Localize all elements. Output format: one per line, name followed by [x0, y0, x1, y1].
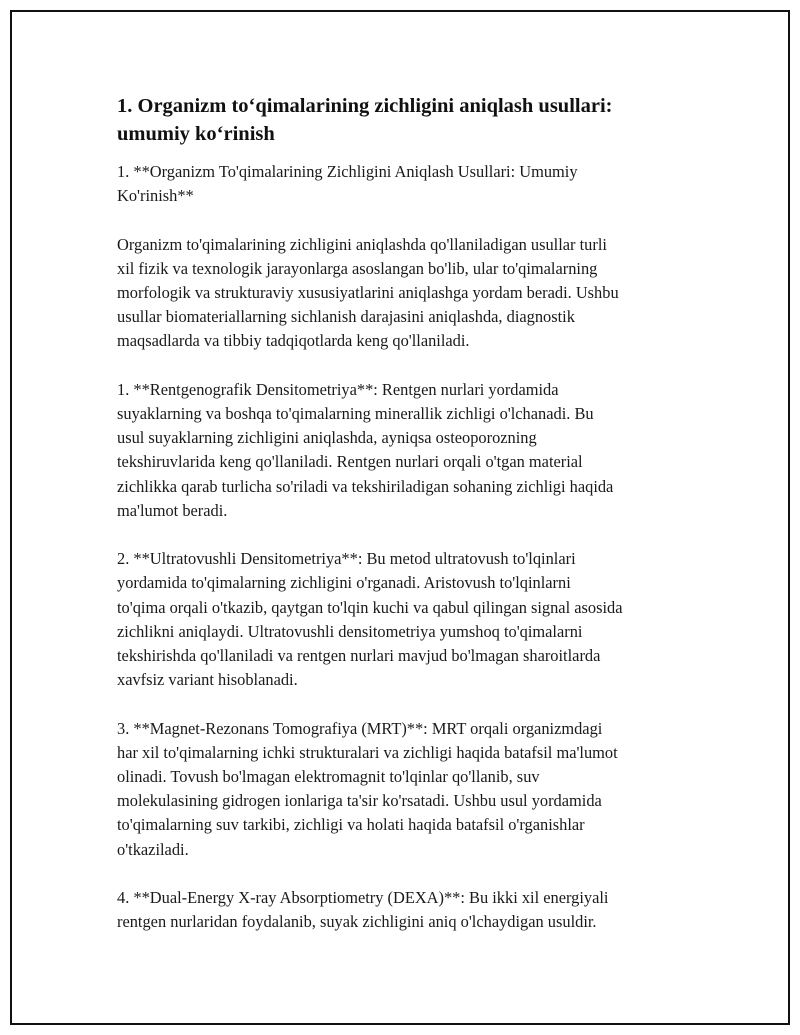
document-body: [117, 92, 677, 959]
text-line: 3. **Magnet-Rezonans Tomografiya (MRT)**: MRT orqali organizmdagi: [117, 718, 603, 738]
heading-line: 1. Organizm to‘qimalarining zichligini aniqlash usullari:: [117, 95, 613, 117]
text-line: har xil to'qimalarning ichki strukturalari va zichligi haqida batafsil ma'lumot: [117, 742, 618, 762]
text-line: to'qimalarning suv tarkibi, zichligi va holati haqida batafsil o'rganishlar: [117, 815, 585, 835]
text-line: maqsadlarda va tibbiy tadqiqotlarda keng qo'llaniladi.: [117, 331, 470, 351]
heading-line: umumiy ko‘rinish: [117, 123, 275, 145]
text-line: rentgen nurlaridan foydalanib, suyak zichligini aniq o'lchaydigan usuldir.: [117, 912, 597, 932]
text-line: to'qima orqali o'tkazib, qaytgan to'lqin kuchi va qabul qilingan signal asosida: [117, 597, 623, 617]
text-line: olinadi. Tovush bo'lmagan elektromagnit to'lqinlar qo'llanib, suv: [117, 767, 540, 787]
text-line: usul suyaklarning zichligini aniqlashda, ayniqsa osteoporozning: [117, 428, 537, 448]
text-line: ma'lumot beradi.: [117, 500, 228, 520]
paragraph-ultrasound-densitometry: [117, 547, 677, 692]
text-line: zichlikka qarab turlicha so'riladi va tekshiriladigan sohaning zichligi haqida: [117, 476, 614, 496]
text-line: 1. **Rentgenografik Densitometriya**: Rentgen nurlari yordamida: [117, 379, 559, 399]
text-line: xavfsiz variant hisoblanadi.: [117, 670, 298, 690]
text-line: o'tkaziladi.: [117, 839, 189, 859]
paragraph-subtitle: [117, 160, 677, 208]
paragraph-intro: [117, 233, 677, 354]
text-line: molekulasining gidrogen ionlariga ta'sir ko'rsatadi. Ushbu usul yordamida: [117, 791, 602, 811]
text-line: morfologik va strukturaviy xususiyatlarini aniqlashga yordam beradi. Ushbu: [117, 283, 619, 302]
text-line: zichlikni aniqlaydi. Ultratovushli densitometriya yumshoq to'qimalarni: [117, 621, 583, 641]
document-heading: [117, 92, 677, 148]
paragraph-dexa: [117, 886, 677, 934]
text-line: suyaklarning va boshqa to'qimalarning minerallik zichligi o'lchanadi. Bu: [117, 404, 594, 423]
paragraph-mrt: [117, 717, 677, 862]
text-line: tekshirishda qo'llaniladi va rentgen nurlari mavjud bo'lmagan sharoitlarda: [117, 646, 601, 666]
text-line: xil fizik va texnologik jarayonlarga asoslangan bo'lib, ular to'qimalarning: [117, 258, 598, 278]
text-line: usullar biomateriallarning sichlanish darajasini aniqlashda, diagnostik: [117, 307, 575, 327]
paragraph-rentgen-densitometry: [117, 378, 677, 523]
text-line: 4. **Dual-Energy X-ray Absorptiometry (DEXA)**: Bu ikki xil energiyali: [117, 888, 609, 908]
text-line: Ko'rinish**: [117, 186, 194, 206]
text-line: 2. **Ultratovushli Densitometriya**: Bu metod ultratovush to'lqinlari: [117, 549, 576, 569]
text-line: 1. **Organizm To'qimalarining Zichligini Aniqlash Usullari: Umumiy: [117, 162, 578, 181]
text-line: yordamida to'qimalarning zichligini o'rganadi. Aristovush to'lqinlarni: [117, 573, 571, 593]
text-line: Organizm to'qimalarining zichligini aniqlashda qo'llaniladigan usullar turli: [117, 234, 607, 254]
text-line: tekshiruvlarida keng qo'llaniladi. Rentgen nurlari orqali o'tgan material: [117, 452, 583, 472]
